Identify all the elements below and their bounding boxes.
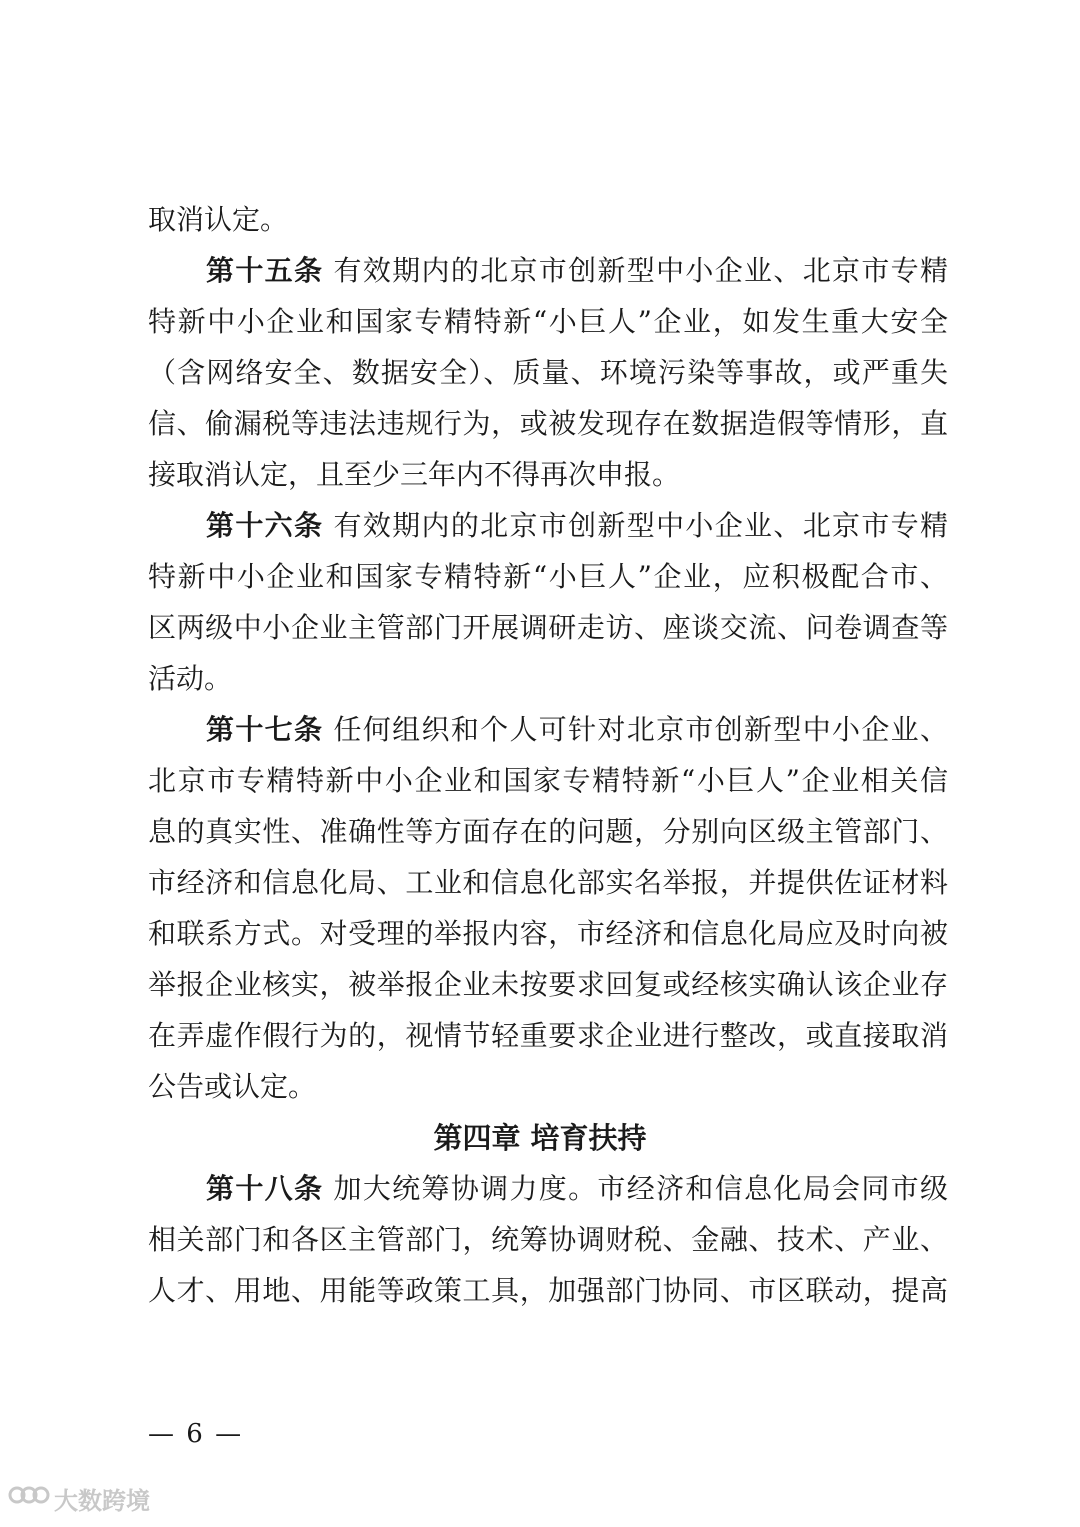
text-line: 取消认定。 — [148, 203, 289, 236]
text-line: 人才、用地、用能等政策工具，加强部门协同、市区联动，提高 — [148, 1274, 948, 1307]
text-segment: 有效期内的北京市创新型中小企业、北京市专精 — [333, 509, 948, 542]
article-first-line — [206, 506, 948, 546]
text-line: （含网络安全、数据安全）、质量、环境污染等事故，或严重失 — [148, 356, 948, 389]
article-title: 第十五条 — [206, 254, 324, 287]
text-line: 在弄虚作假行为的，视情节轻重要求企业进行整改，或直接取消 — [148, 1019, 948, 1052]
text-line: 市经济和信息化局、工业和信息化部实名举报，并提供佐证材料 — [148, 866, 948, 899]
article-title: 第十七条 — [206, 713, 324, 746]
article-title: 第十六条 — [206, 509, 324, 542]
text-segment: 有效期内的北京市创新型中小企业、北京市专精 — [333, 254, 948, 287]
article-first-line — [206, 710, 948, 750]
text-line: 公告或认定。 — [148, 1070, 317, 1103]
article-first-line — [206, 251, 948, 291]
text-line: 区两级中小企业主管部门开展调研走访、座谈交流、问卷调查等 — [148, 611, 948, 644]
article-title: 第十八条 — [206, 1172, 324, 1205]
article-first-line — [206, 1169, 948, 1209]
text-segment: 加大统筹协调力度。市经济和信息化局会同市级 — [333, 1172, 948, 1205]
text-line: 和联系方式。对受理的举报内容，市经济和信息化局应及时向被 — [148, 917, 948, 950]
text-line: 特新中小企业和国家专精特新“小巨人”企业，应积极配合市、 — [148, 560, 948, 593]
text-line: 活动。 — [148, 662, 233, 695]
text-line: 北京市专精特新中小企业和国家专精特新“小巨人”企业相关信 — [148, 764, 948, 797]
text-line: 信、偷漏税等违法违规行为，或被发现存在数据造假等情形，直 — [148, 407, 948, 440]
text-line: 特新中小企业和国家专精特新“小巨人”企业，如发生重大安全 — [148, 305, 948, 338]
chapter-title: 第四章 培育扶持 — [433, 1121, 647, 1155]
watermark — [8, 1482, 150, 1514]
page-number: — 6 — — [148, 1419, 244, 1449]
text-segment: 任何组织和个人可针对北京市创新型中小企业、 — [333, 713, 948, 746]
text-line: 举报企业核实，被举报企业未按要求回复或经核实确认该企业存 — [148, 968, 948, 1001]
watermark-text: 大数跨境 — [54, 1486, 150, 1515]
text-line: 息的真实性、准确性等方面存在的问题，分别向区级主管部门、 — [148, 815, 948, 848]
logo-icon — [8, 1481, 54, 1515]
text-line: 相关部门和各区主管部门，统筹协调财税、金融、技术、产业、 — [148, 1223, 948, 1256]
text-line: 接取消认定，且至少三年内不得再次申报。 — [148, 458, 681, 491]
